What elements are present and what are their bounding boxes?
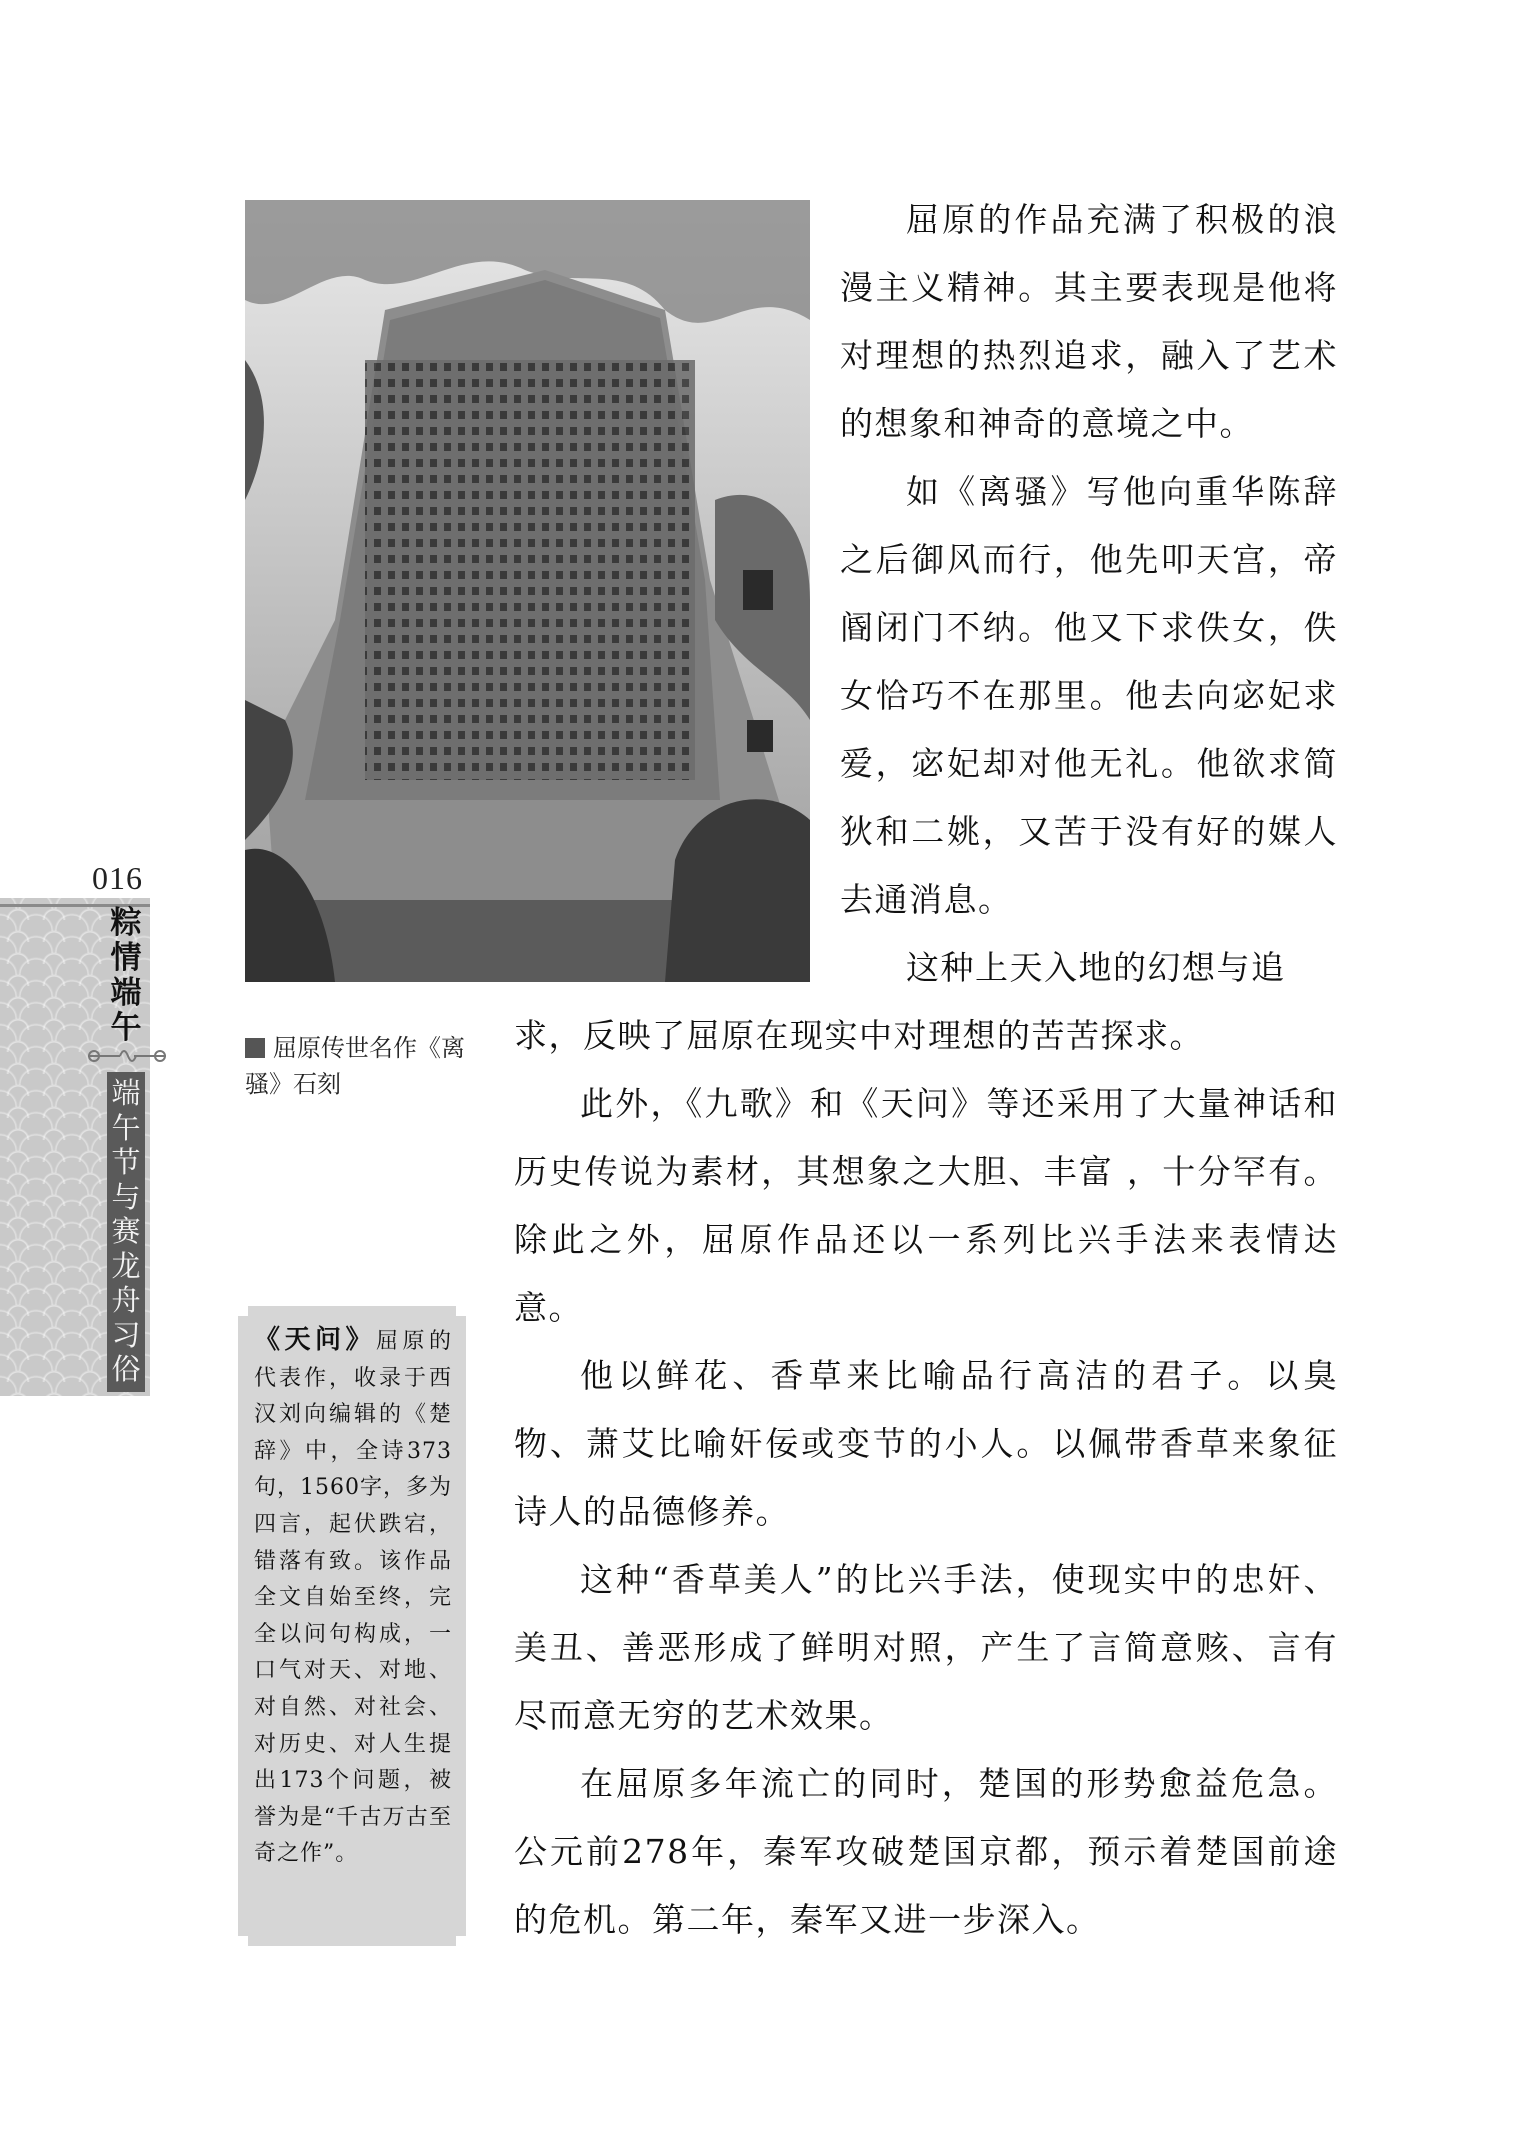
sidebar-note-text bbox=[254, 1322, 452, 1873]
book-title: 粽情端午 bbox=[110, 905, 142, 1046]
paragraph-5: 他以鲜花、香草来比喻品行高洁的君子。以臭物、萧艾比喻奸佞或变节的小人。以佩带香草来象征诗人的品德修养。 bbox=[514, 1356, 1338, 1531]
box-corner bbox=[456, 1306, 466, 1316]
paragraph-1: 屈原的作品充满了积极的浪漫主义精神。其主要表现是他将对理想的热烈追求，融入了艺术的想象和神奇的意境之中。 bbox=[840, 200, 1338, 443]
paragraph-7: 在屈原多年流亡的同时，楚国的形势愈益危急。公元前278年，秦军攻破楚国京都，预示着楚国前途的危机。第二年，秦军又进一步深入。 bbox=[514, 1764, 1338, 1939]
scroll-ornament-icon bbox=[84, 1042, 170, 1070]
sidebar-heading: 《天问》 bbox=[254, 1325, 376, 1355]
caption-square-icon bbox=[245, 1038, 265, 1058]
box-corner bbox=[238, 1936, 248, 1946]
page-number: 016 bbox=[92, 860, 143, 896]
paragraph-3-start: 这种上天入地的幻想与追 bbox=[906, 948, 1286, 987]
paragraph-6: 这种“香草美人”的比兴手法，使现实中的忠奸、美丑、善恶形成了鲜明对照，产生了言简意赅、言有尽而意无穷的艺术效果。 bbox=[514, 1560, 1338, 1735]
body-narrow-column bbox=[840, 186, 1338, 1002]
stone-tablet-illustration-icon bbox=[245, 200, 810, 982]
box-corner bbox=[238, 1306, 248, 1316]
paragraph-2: 如《离骚》写他向重华陈辞之后御风而行，他先叩天宫，帝阍闭门不纳。他又下求佚女，佚女恰巧不在那里。他去向宓妃求爱，宓妃却对他无礼。他欲求简狄和二姚，又苦于没有好的媒人去通消息。 bbox=[840, 472, 1338, 919]
body-wide-column bbox=[514, 1002, 1338, 1954]
paragraph-3-end: 求，反映了屈原在现实中对理想的苦苦探求。 bbox=[514, 1016, 1204, 1055]
figure-caption bbox=[245, 1030, 495, 1102]
sidebar-body: 屈原的代表作，收录于西汉刘向编辑的《楚辞》中，全诗373句，1560字，多为四言，起伏跌宕，错落有致。该作品全文自始至终，完全以问句构成，一口气对天、对地、对自然、对社会、对历史、对人生提出173个问题，被誉为是“千古万古至奇之作”。 bbox=[254, 1329, 452, 1867]
paragraph-4: 此外，《九歌》和《天问》等还采用了大量神话和历史传说为素材，其想象之大胆、丰富 ，十分罕有。除此之外，屈原作品还以一系列比兴手法来表情达意。 bbox=[514, 1084, 1338, 1327]
chapter-title: 端午节与赛龙舟习俗 bbox=[111, 1076, 141, 1386]
caption-text: 屈原传世名作《离骚》石刻 bbox=[245, 1034, 465, 1098]
box-corner bbox=[456, 1936, 466, 1946]
stone-tablet-photo bbox=[245, 200, 810, 982]
